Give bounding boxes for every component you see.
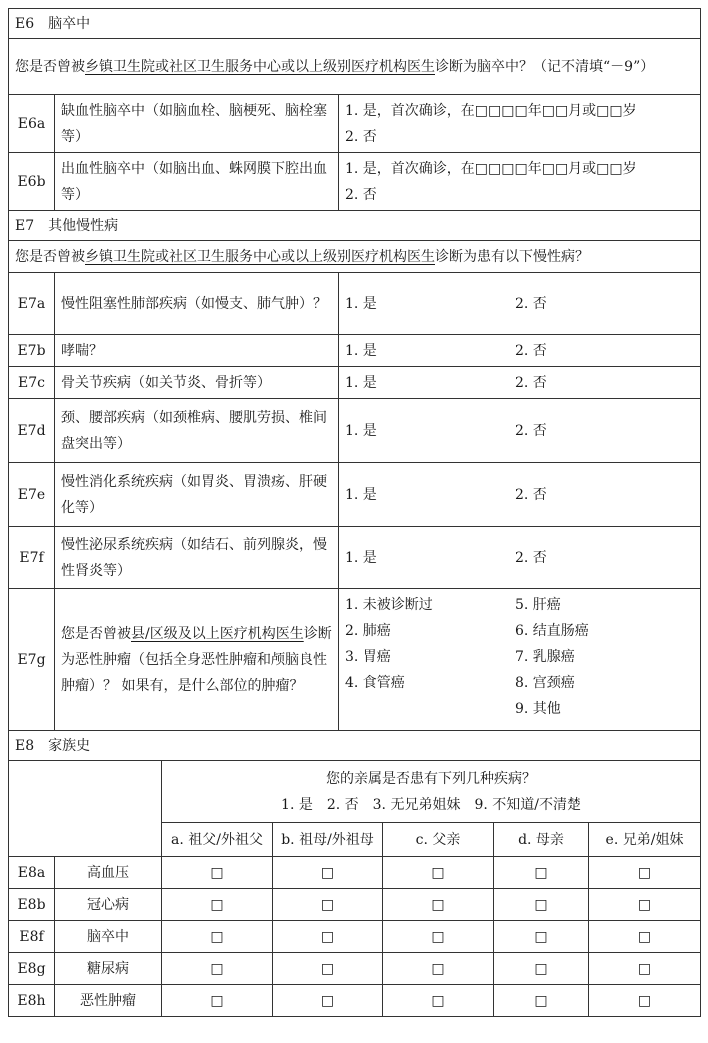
- option-liver-cancer[interactable]: 5. 肝癌: [515, 597, 561, 613]
- disease-label: 恶性肿瘤: [55, 985, 162, 1017]
- table-row: [9, 463, 701, 527]
- option-yes[interactable]: 1. 是: [345, 549, 377, 566]
- section-header-e7: E7 其他慢性病: [9, 211, 701, 241]
- option-stomach-cancer[interactable]: 3. 胃癌: [345, 649, 391, 665]
- checkbox[interactable]: □: [383, 953, 494, 985]
- item-label: 骨关节疾病（如关节炎、骨折等）: [55, 367, 339, 399]
- checkbox[interactable]: □: [383, 889, 494, 921]
- checkbox[interactable]: □: [162, 985, 273, 1017]
- answer-options[interactable]: [339, 273, 701, 335]
- checkbox[interactable]: □: [589, 921, 701, 953]
- table-row: [9, 921, 701, 953]
- table-row: [9, 589, 701, 731]
- item-code: E8f: [9, 921, 55, 953]
- checkbox[interactable]: □: [162, 921, 273, 953]
- option-lung-cancer[interactable]: 2. 肺癌: [345, 623, 391, 639]
- answer-options[interactable]: [339, 95, 701, 153]
- item-code: E8h: [9, 985, 55, 1017]
- blank-corner: [9, 761, 162, 857]
- section-header-e6: E6 脑卒中: [9, 9, 701, 39]
- question-e7: 您是否曾被乡镇卫生院或社区卫生服务中心或以上级别医疗机构医生诊断为患有以下慢性病？: [9, 241, 701, 273]
- item-label: 您是否曾被县/区级及以上医疗机构医生诊断为恶性肿瘤（包括全身恶性肿瘤和颅脑良性肿瘤）？ 如果有，是什么部位的肿瘤？: [55, 589, 339, 731]
- checkbox[interactable]: □: [273, 985, 383, 1017]
- disease-label: 脑卒中: [55, 921, 162, 953]
- item-code: E8b: [9, 889, 55, 921]
- checkbox[interactable]: □: [589, 889, 701, 921]
- item-label: 慢性泌尿系统疾病（如结石、前列腺炎，慢性肾炎等）: [55, 527, 339, 589]
- checkbox[interactable]: □: [494, 953, 589, 985]
- item-code: E7d: [9, 399, 55, 463]
- table-row: [9, 985, 701, 1017]
- checkbox[interactable]: □: [273, 953, 383, 985]
- option-no[interactable]: 2. 否: [515, 549, 547, 566]
- option-no[interactable]: 2. 否: [515, 295, 547, 312]
- checkbox[interactable]: □: [589, 857, 701, 889]
- option-no[interactable]: 2. 否: [345, 186, 377, 203]
- checkbox[interactable]: □: [494, 985, 589, 1017]
- answer-options[interactable]: [339, 463, 701, 527]
- option-yes[interactable]: 1. 是: [345, 422, 377, 439]
- table-row: [9, 889, 701, 921]
- disease-label: 高血压: [55, 857, 162, 889]
- table-row: [9, 527, 701, 589]
- column-header: e. 兄弟/姐妹: [589, 823, 701, 857]
- disease-label: 冠心病: [55, 889, 162, 921]
- answer-options[interactable]: [339, 335, 701, 367]
- checkbox[interactable]: □: [162, 889, 273, 921]
- checkbox[interactable]: □: [494, 889, 589, 921]
- checkbox[interactable]: □: [273, 889, 383, 921]
- section-header-e8: E8 家族史: [9, 731, 701, 761]
- checkbox[interactable]: □: [162, 953, 273, 985]
- option-yes[interactable]: 1. 是，首次确诊，在□□□□年□□月或□□岁: [345, 102, 637, 119]
- item-code: E7b: [9, 335, 55, 367]
- checkbox[interactable]: □: [589, 953, 701, 985]
- column-header: b. 祖母/外祖母: [273, 823, 383, 857]
- option-no[interactable]: 2. 否: [515, 422, 547, 439]
- checkbox[interactable]: □: [383, 921, 494, 953]
- checkbox[interactable]: □: [494, 857, 589, 889]
- table-row: [9, 335, 701, 367]
- option-cervical-cancer[interactable]: 8. 宫颈癌: [515, 675, 575, 691]
- questionnaire-sheet: [8, 8, 700, 1017]
- option-yes[interactable]: 1. 是: [345, 295, 377, 312]
- item-code: E7c: [9, 367, 55, 399]
- disease-label: 糖尿病: [55, 953, 162, 985]
- table-row: [9, 95, 701, 153]
- item-code: E7g: [9, 589, 55, 731]
- item-label: 哮喘？: [55, 335, 339, 367]
- table-row: [9, 153, 701, 211]
- option-breast-cancer[interactable]: 7. 乳腺癌: [515, 649, 575, 665]
- family-question: 您的亲属是否患有下列几种疾病？ 1. 是 2. 否 3. 无兄弟姐妹 9. 不知道/不清楚: [162, 761, 701, 823]
- checkbox[interactable]: □: [383, 985, 494, 1017]
- item-code: E6a: [9, 95, 55, 153]
- checkbox[interactable]: □: [162, 857, 273, 889]
- column-header: a. 祖父/外祖父: [162, 823, 273, 857]
- checkbox[interactable]: □: [273, 857, 383, 889]
- answer-options[interactable]: [339, 527, 701, 589]
- item-label: 慢性阻塞性肺部疾病（如慢支、肺气肿）？: [55, 273, 339, 335]
- table-row: [9, 953, 701, 985]
- option-not-diagnosed[interactable]: 1. 未被诊断过: [345, 597, 433, 613]
- option-colorectal-cancer[interactable]: 6. 结直肠癌: [515, 623, 589, 639]
- item-code: E7e: [9, 463, 55, 527]
- checkbox[interactable]: □: [383, 857, 494, 889]
- item-code: E7a: [9, 273, 55, 335]
- item-code: E8a: [9, 857, 55, 889]
- table-row: [9, 399, 701, 463]
- option-esophageal-cancer[interactable]: 4. 食管癌: [345, 675, 405, 691]
- option-no[interactable]: 2. 否: [515, 374, 547, 391]
- answer-options[interactable]: [339, 399, 701, 463]
- item-label: 出血性脑卒中（如脑出血、蛛网膜下腔出血等）: [55, 153, 339, 211]
- item-label: 缺血性脑卒中（如脑血栓、脑梗死、脑栓塞等）: [55, 95, 339, 153]
- answer-options[interactable]: [339, 367, 701, 399]
- checkbox[interactable]: □: [494, 921, 589, 953]
- option-yes[interactable]: 1. 是: [345, 342, 377, 359]
- option-no[interactable]: 2. 否: [515, 486, 547, 503]
- option-no[interactable]: 2. 否: [515, 342, 547, 359]
- option-yes[interactable]: 1. 是，首次确诊，在□□□□年□□月或□□岁: [345, 160, 637, 177]
- tumor-options[interactable]: [339, 589, 701, 731]
- item-code: E6b: [9, 153, 55, 211]
- checkbox[interactable]: □: [589, 985, 701, 1017]
- table-row: [9, 367, 701, 399]
- question-e6: 您是否曾被乡镇卫生院或社区卫生服务中心或以上级别医疗机构医生诊断为脑卒中？（记不清填“－9”）: [9, 39, 701, 95]
- questionnaire-table: [8, 8, 701, 1017]
- item-label: 颈、腰部疾病（如颈椎病、腰肌劳损、椎间盘突出等）: [55, 399, 339, 463]
- checkbox[interactable]: □: [273, 921, 383, 953]
- answer-codes: 1. 是 2. 否 3. 无兄弟姐妹 9. 不知道/不清楚: [281, 796, 581, 813]
- answer-options[interactable]: [339, 153, 701, 211]
- option-yes[interactable]: 1. 是: [345, 486, 377, 503]
- item-label: 慢性消化系统疾病（如胃炎、胃溃疡、肝硬化等）: [55, 463, 339, 527]
- table-row: [9, 273, 701, 335]
- column-header: d. 母亲: [494, 823, 589, 857]
- option-no[interactable]: 2. 否: [345, 128, 377, 145]
- option-yes[interactable]: 1. 是: [345, 374, 377, 391]
- item-code: E7f: [9, 527, 55, 589]
- table-row: [9, 857, 701, 889]
- item-code: E8g: [9, 953, 55, 985]
- column-header: c. 父亲: [383, 823, 494, 857]
- option-other[interactable]: 9. 其他: [515, 701, 561, 717]
